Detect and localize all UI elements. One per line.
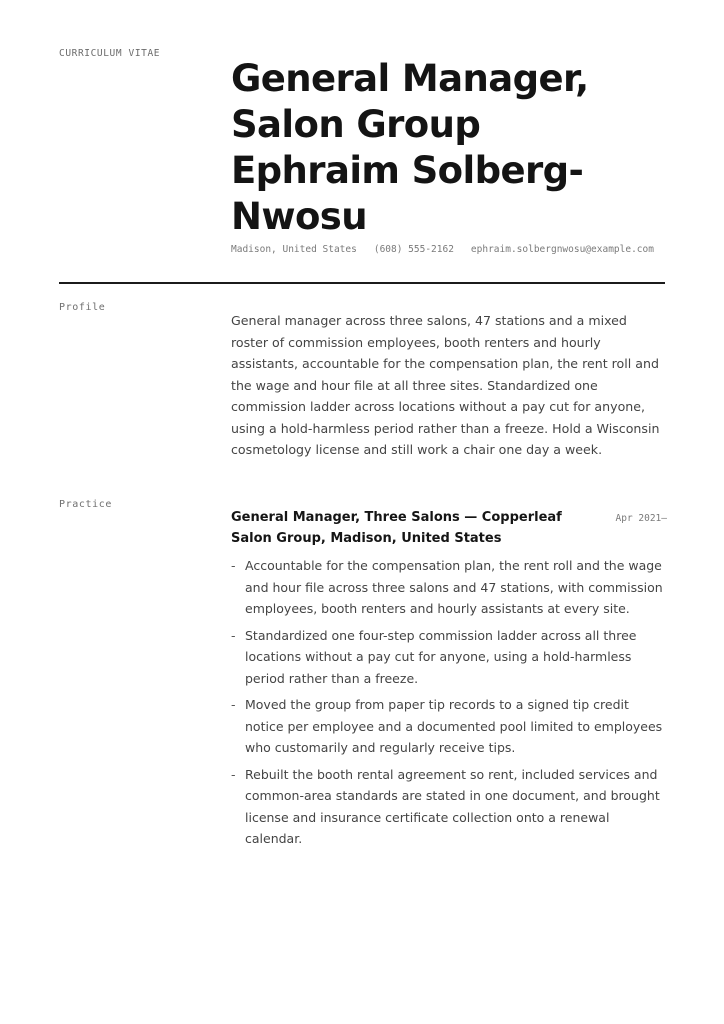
- contact-location: Madison, United States: [231, 244, 357, 255]
- contact-row: [231, 244, 671, 255]
- contact-email: ephraim.solbergnwosu@example.com: [470, 244, 654, 255]
- bullet-text: Moved the group from paper tip records to a signed tip credit notice per employee and a documented pool limited to employees who customarily and regularly receive tips.: [245, 697, 663, 755]
- profile-summary: General manager across three salons, 47 stations and a mixed roster of commission employees, booth renters and hourly assistants, accountable for the compensation plan, the rent roll and the wage and hour file at all three sites. Standardized one commission ladder across locations without a pay cut for anyone, using a hold-harmless period rather than a freeze. Hold a Wisconsin cosmetology license and still work a chair one day a week.: [231, 313, 660, 457]
- header-divider: [59, 282, 665, 284]
- job-bullets: [231, 555, 667, 855]
- page-title: [231, 56, 671, 240]
- bullet-text: Standardized one four-step commission ladder across all three locations without a pay cut for anyone, using a hold-harmless period rather than a freeze.: [245, 627, 637, 686]
- list-item: [231, 694, 667, 759]
- bullet-dash-icon: -: [231, 766, 236, 782]
- title-line-2: Salon Group: [231, 103, 481, 146]
- bullet-dash-icon: -: [231, 627, 236, 643]
- title-line-3: Ephraim Solberg-: [231, 149, 584, 192]
- title-line-1: General Manager,: [231, 57, 589, 100]
- section-label-profile: Profile: [59, 302, 106, 313]
- bullet-text: Rebuilt the booth rental agreement so rent, included services and common-area standards are stated in one document, and brought license and insurance certificate collection onto a renewal calendar.: [245, 766, 660, 846]
- bullet-dash-icon: -: [231, 697, 236, 712]
- job-header: [231, 507, 667, 551]
- document-label: CURRICULUM VITAE: [59, 48, 161, 59]
- bullet-dash-icon: -: [231, 558, 236, 573]
- contact-phone: (608) 555-2162: [373, 244, 454, 255]
- job-dates: Apr 2021–: [615, 513, 667, 524]
- job-title: General Manager, Three Salons — Copperleaf Salon Group, Madison, United States: [231, 510, 562, 546]
- list-item: [231, 625, 667, 690]
- list-item: [231, 555, 667, 620]
- list-item: [231, 764, 667, 850]
- title-line-4: Nwosu: [231, 195, 367, 238]
- section-label-practice: Practice: [59, 499, 112, 510]
- bullet-text: Accountable for the compensation plan, the rent roll and the wage and hour file across three salons and 47 stations, with commission employees, booth renters and hourly assistants at every site.: [245, 558, 663, 616]
